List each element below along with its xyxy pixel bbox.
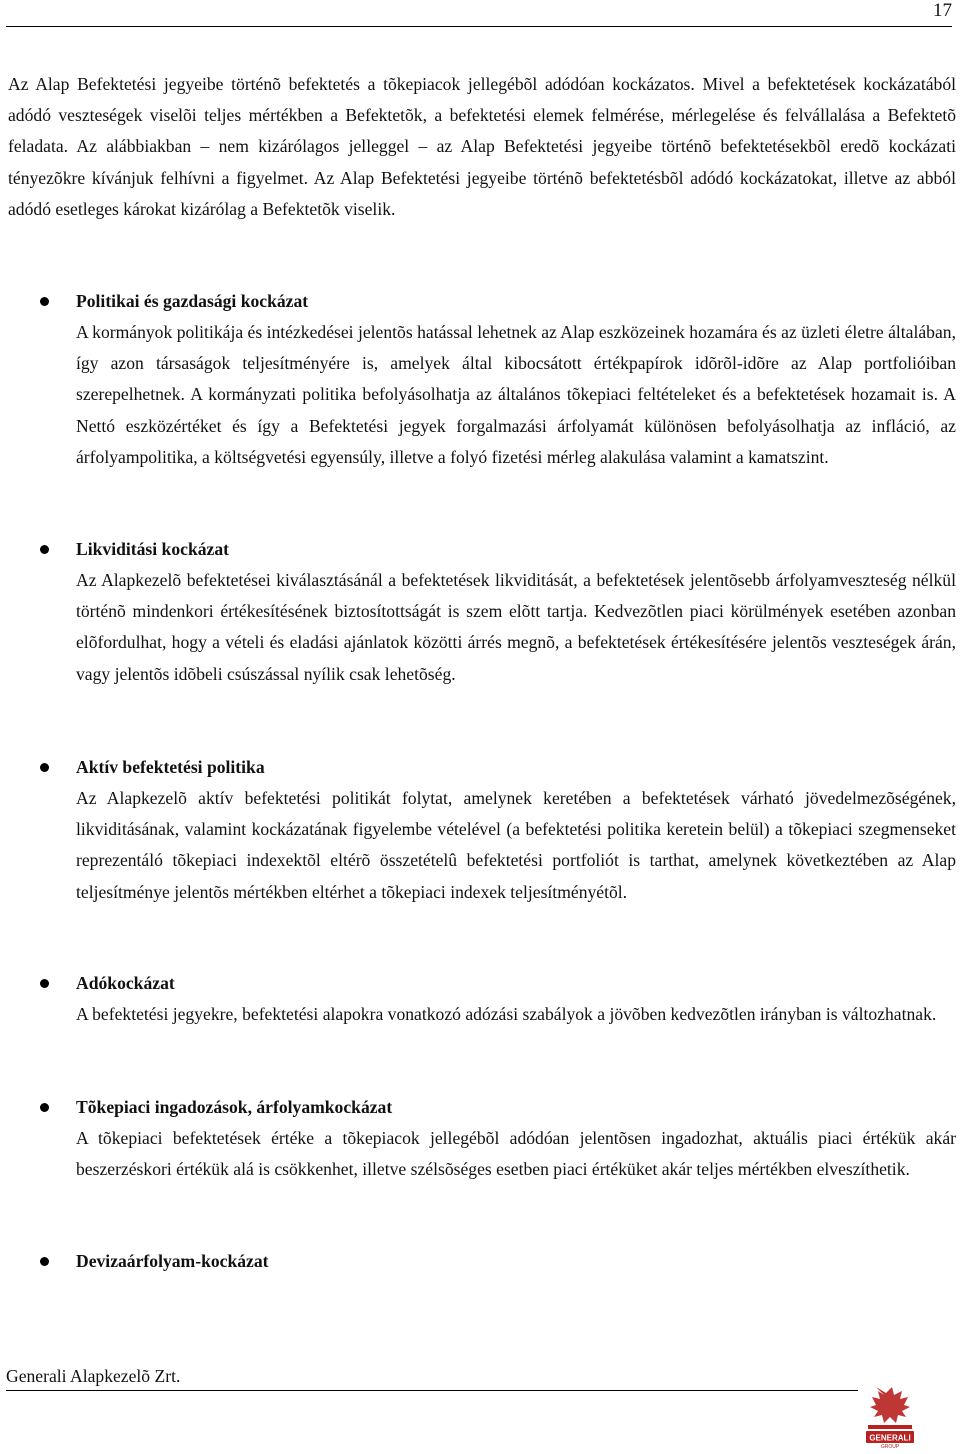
section-title: Devizaárfolyam-kockázat [76,1251,269,1271]
section-title: Adókockázat [76,973,175,993]
intro-paragraph: Az Alap Befektetési jegyeibe történõ befektetés a tõkepiacok jellegébõl adódóan kockázatos. Mivel a befektetések kockázatából adódó veszteségek viselõi teljes mértékben a Befektetõk, a befektetési elemek felmérése, mérlegelése és felvállalása a Befektetõ feladata. Az alábbiakban – nem kizárólagos jelleggel – az Alap Befektetési jegyeibe történõ befektetésekbõl eredõ kockázati tényezõkre kívánjuk felhívni a figyelmet. Az Alap Befektetési jegyeibe történõ befektetésbõl adódó kockázatokat, illetve az abból adódó esetleges károkat kizárólag a Befektetõk viselik. [8,74,956,219]
section-body: A tõkepiaci befektetések értéke a tõkepiacok jellegébõl adódóan jelentõsen ingadozhat, aktuális piaci értékük akár beszerzéskori értékük alá is csökkenhet, illetve szélsõséges esetben piaci értéküket akár teljes mértékben elveszíthetik. [76,1128,956,1180]
bullet-icon [40,979,49,988]
footer-company: Generali Alapkezelõ Zrt. [6,1366,181,1386]
bullet-icon [40,545,49,554]
bullet-icon [40,297,49,306]
footer-rule [6,1390,858,1391]
logo-text: GENERALI [869,1433,911,1443]
page-number: 17 [933,0,952,21]
bullet-icon [40,1257,49,1266]
header-rule [6,26,952,27]
logo-subtext: GROUP [880,1444,900,1449]
bullet-icon [40,1103,49,1112]
section-title: Tõkepiaci ingadozások, árfolyamkockázat [76,1097,393,1117]
generali-logo-icon [862,1383,918,1449]
section-body: A kormányok politikája és intézkedései jelentõs hatással lehetnek az Alap eszközeinek hozamára és az üzleti életre általában, így azon társaságok teljesítményére is, amelyek által kibocsátott értékpapírok idõrõl-idõre az Alap portfolióiban szerepelhetnek. A kormányzati politika befolyásolhatja az általános tõkepiaci feltételeket és a befektetések hozamait is. A Nettó eszközértéket és így a Befektetési jegyek forgalmazási árfolyamát különösen befolyásolhatja az infláció, az árfolyampolitika, a költségvetési egyensúly, illetve a folyó fizetési mérleg alakulása valamint a kamatszint. [76,322,956,467]
section-title: Politikai és gazdasági kockázat [76,291,309,311]
section-body: A befektetési jegyekre, befektetési alapokra vonatkozó adózási szabályok a jövõben kedvezõtlen irányban is változhatnak. [76,1004,937,1024]
section-title: Likviditási kockázat [76,539,229,559]
section-body: Az Alapkezelõ aktív befektetési politikát folytat, amelynek keretében a befektetések várható jövedelmezõségének, likviditásának, valamint kockázatának figyelembe vételével (a befektetési politika keretein belül) a tõkepiaci szegmenseket reprezentáló tõkepiaci indexektõl eltérõ összetételû befektetési portfoliót is tarthat, amelynek következtében az Alap teljesítménye jelentõs mértékben eltérhet a tõkepiaci indexek teljesítményétõl. [76,788,956,902]
section-title: Aktív befektetési politika [76,757,265,777]
section-body: Az Alapkezelõ befektetései kiválasztásánál a befektetések likviditását, a befektetések jelentõsebb árfolyamveszteség nélkül történõ mindenkori értékesítésének biztosítottságát is szem elõtt tartja. Kedvezõtlen piaci körülmények esetében azonban elõfordulhat, hogy a vételi és eladási ajánlatok közötti árrés megnõ, a befektetések értékesítésére jelentõs veszteségek árán, vagy jelentõs idõbeli csúszással nyílik csak lehetõség. [76,570,956,684]
bullet-icon [40,763,49,772]
